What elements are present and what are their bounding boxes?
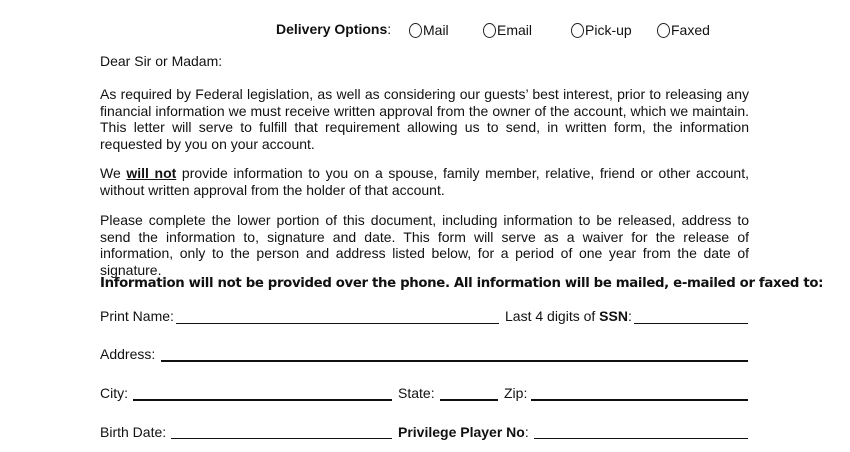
ssn-label: Last 4 digits of SSN: xyxy=(505,308,632,324)
state-label: State: xyxy=(398,385,435,401)
email-radio[interactable] xyxy=(483,23,496,38)
paragraph-complete-lower-portion: Please complete the lower portion of this document, including information to be released, address to send the information to, signature and date. This form will serve as a waiver for the release of information, only to the person and address listed below, for a period of one year from the date of signature. xyxy=(100,212,749,278)
birth-date-label: Birth Date: xyxy=(100,424,167,440)
ssn-field[interactable] xyxy=(634,323,748,324)
paragraph-will-not-provide: We will not provide information to you on a spouse, family member, relative, friend or other account, without written approval from the holder of that account. xyxy=(100,165,749,198)
zip-field[interactable] xyxy=(531,399,748,401)
notice-heading: Information will not be provided over the phone. All information will be mailed, e-mailed or faxed to: xyxy=(100,276,824,291)
delivery-option-faxed[interactable]: Faxed xyxy=(657,20,710,40)
delivery-option-mail[interactable]: Mail xyxy=(409,20,449,40)
birth-date-field[interactable] xyxy=(171,438,392,439)
city-field[interactable] xyxy=(133,399,392,401)
address-field[interactable] xyxy=(161,360,748,362)
city-label: City: xyxy=(100,385,128,401)
delivery-option-email[interactable]: Email xyxy=(483,20,532,40)
paragraph-federal-legislation: As required by Federal legislation, as well as considering our guests’ best interest, prior to releasing any financial information we must receive written approval from the owner of the account, which we maintain. This letter will serve to fulfill that requirement allowing us to send, in written form, the information requested by you on your account. xyxy=(100,86,749,152)
privilege-player-field[interactable] xyxy=(534,438,748,439)
state-field[interactable] xyxy=(440,399,498,401)
mail-radio[interactable] xyxy=(409,23,422,38)
faxed-radio[interactable] xyxy=(657,23,670,38)
privilege-player-label: Privilege Player No: xyxy=(398,424,529,440)
delivery-options-label: Delivery Options: xyxy=(276,21,392,37)
print-name-label: Print Name: xyxy=(100,308,174,324)
print-name-field[interactable] xyxy=(176,323,499,324)
greeting: Dear Sir or Madam: xyxy=(100,53,223,69)
delivery-option-pickup[interactable]: Pick-up xyxy=(571,20,632,40)
pickup-radio[interactable] xyxy=(571,23,584,38)
will-not-emphasis: will not xyxy=(126,165,177,181)
address-label: Address: xyxy=(100,346,156,362)
zip-label: Zip: xyxy=(504,385,528,401)
